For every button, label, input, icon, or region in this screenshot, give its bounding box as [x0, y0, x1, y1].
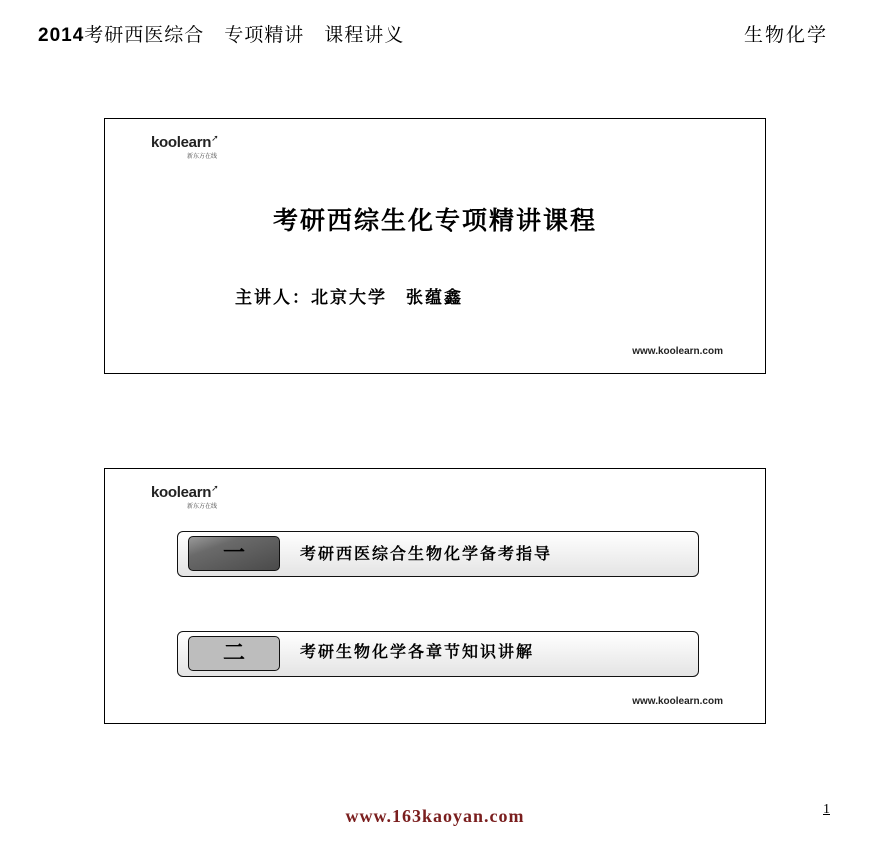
outline-item-2 — [177, 631, 699, 677]
footer-url: www.163kaoyan.com — [345, 806, 525, 826]
logo-subtitle: 新东方在线 — [187, 503, 218, 510]
outline-item-number: 一 — [188, 536, 280, 571]
header-year: 2014 — [38, 25, 85, 46]
koolearn-logo: koolearn➚ — [151, 133, 219, 151]
slide-lecturer: 主讲人：北京大学 张蕴鑫 — [235, 288, 463, 308]
logo-subtitle: 新东方在线 — [187, 153, 218, 160]
slide-course-title: 考研西综生化专项精讲课程 — [272, 206, 597, 235]
outline-item-text: 考研生物化学各章节知识讲解 — [300, 642, 535, 661]
page-number: 1 — [823, 802, 830, 817]
header-course-title: 考研西医综合 专项精讲 课程讲义 — [84, 24, 405, 46]
outline-item-text: 考研西医综合生物化学备考指导 — [300, 544, 553, 563]
logo-arrow-icon: ➚ — [211, 483, 219, 493]
koolearn-logo: koolearn➚ — [151, 483, 219, 501]
header-subject: 生物化学 — [743, 24, 828, 46]
slide-site-url: www.koolearn.com — [632, 346, 723, 357]
outline-item-1 — [177, 531, 699, 577]
slide-outline — [104, 468, 766, 724]
slide-title-page — [104, 118, 766, 374]
outline-item-number: 二 — [188, 636, 280, 671]
slide-site-url: www.koolearn.com — [632, 696, 723, 707]
logo-arrow-icon: ➚ — [211, 133, 219, 143]
page-header-title — [38, 20, 404, 47]
